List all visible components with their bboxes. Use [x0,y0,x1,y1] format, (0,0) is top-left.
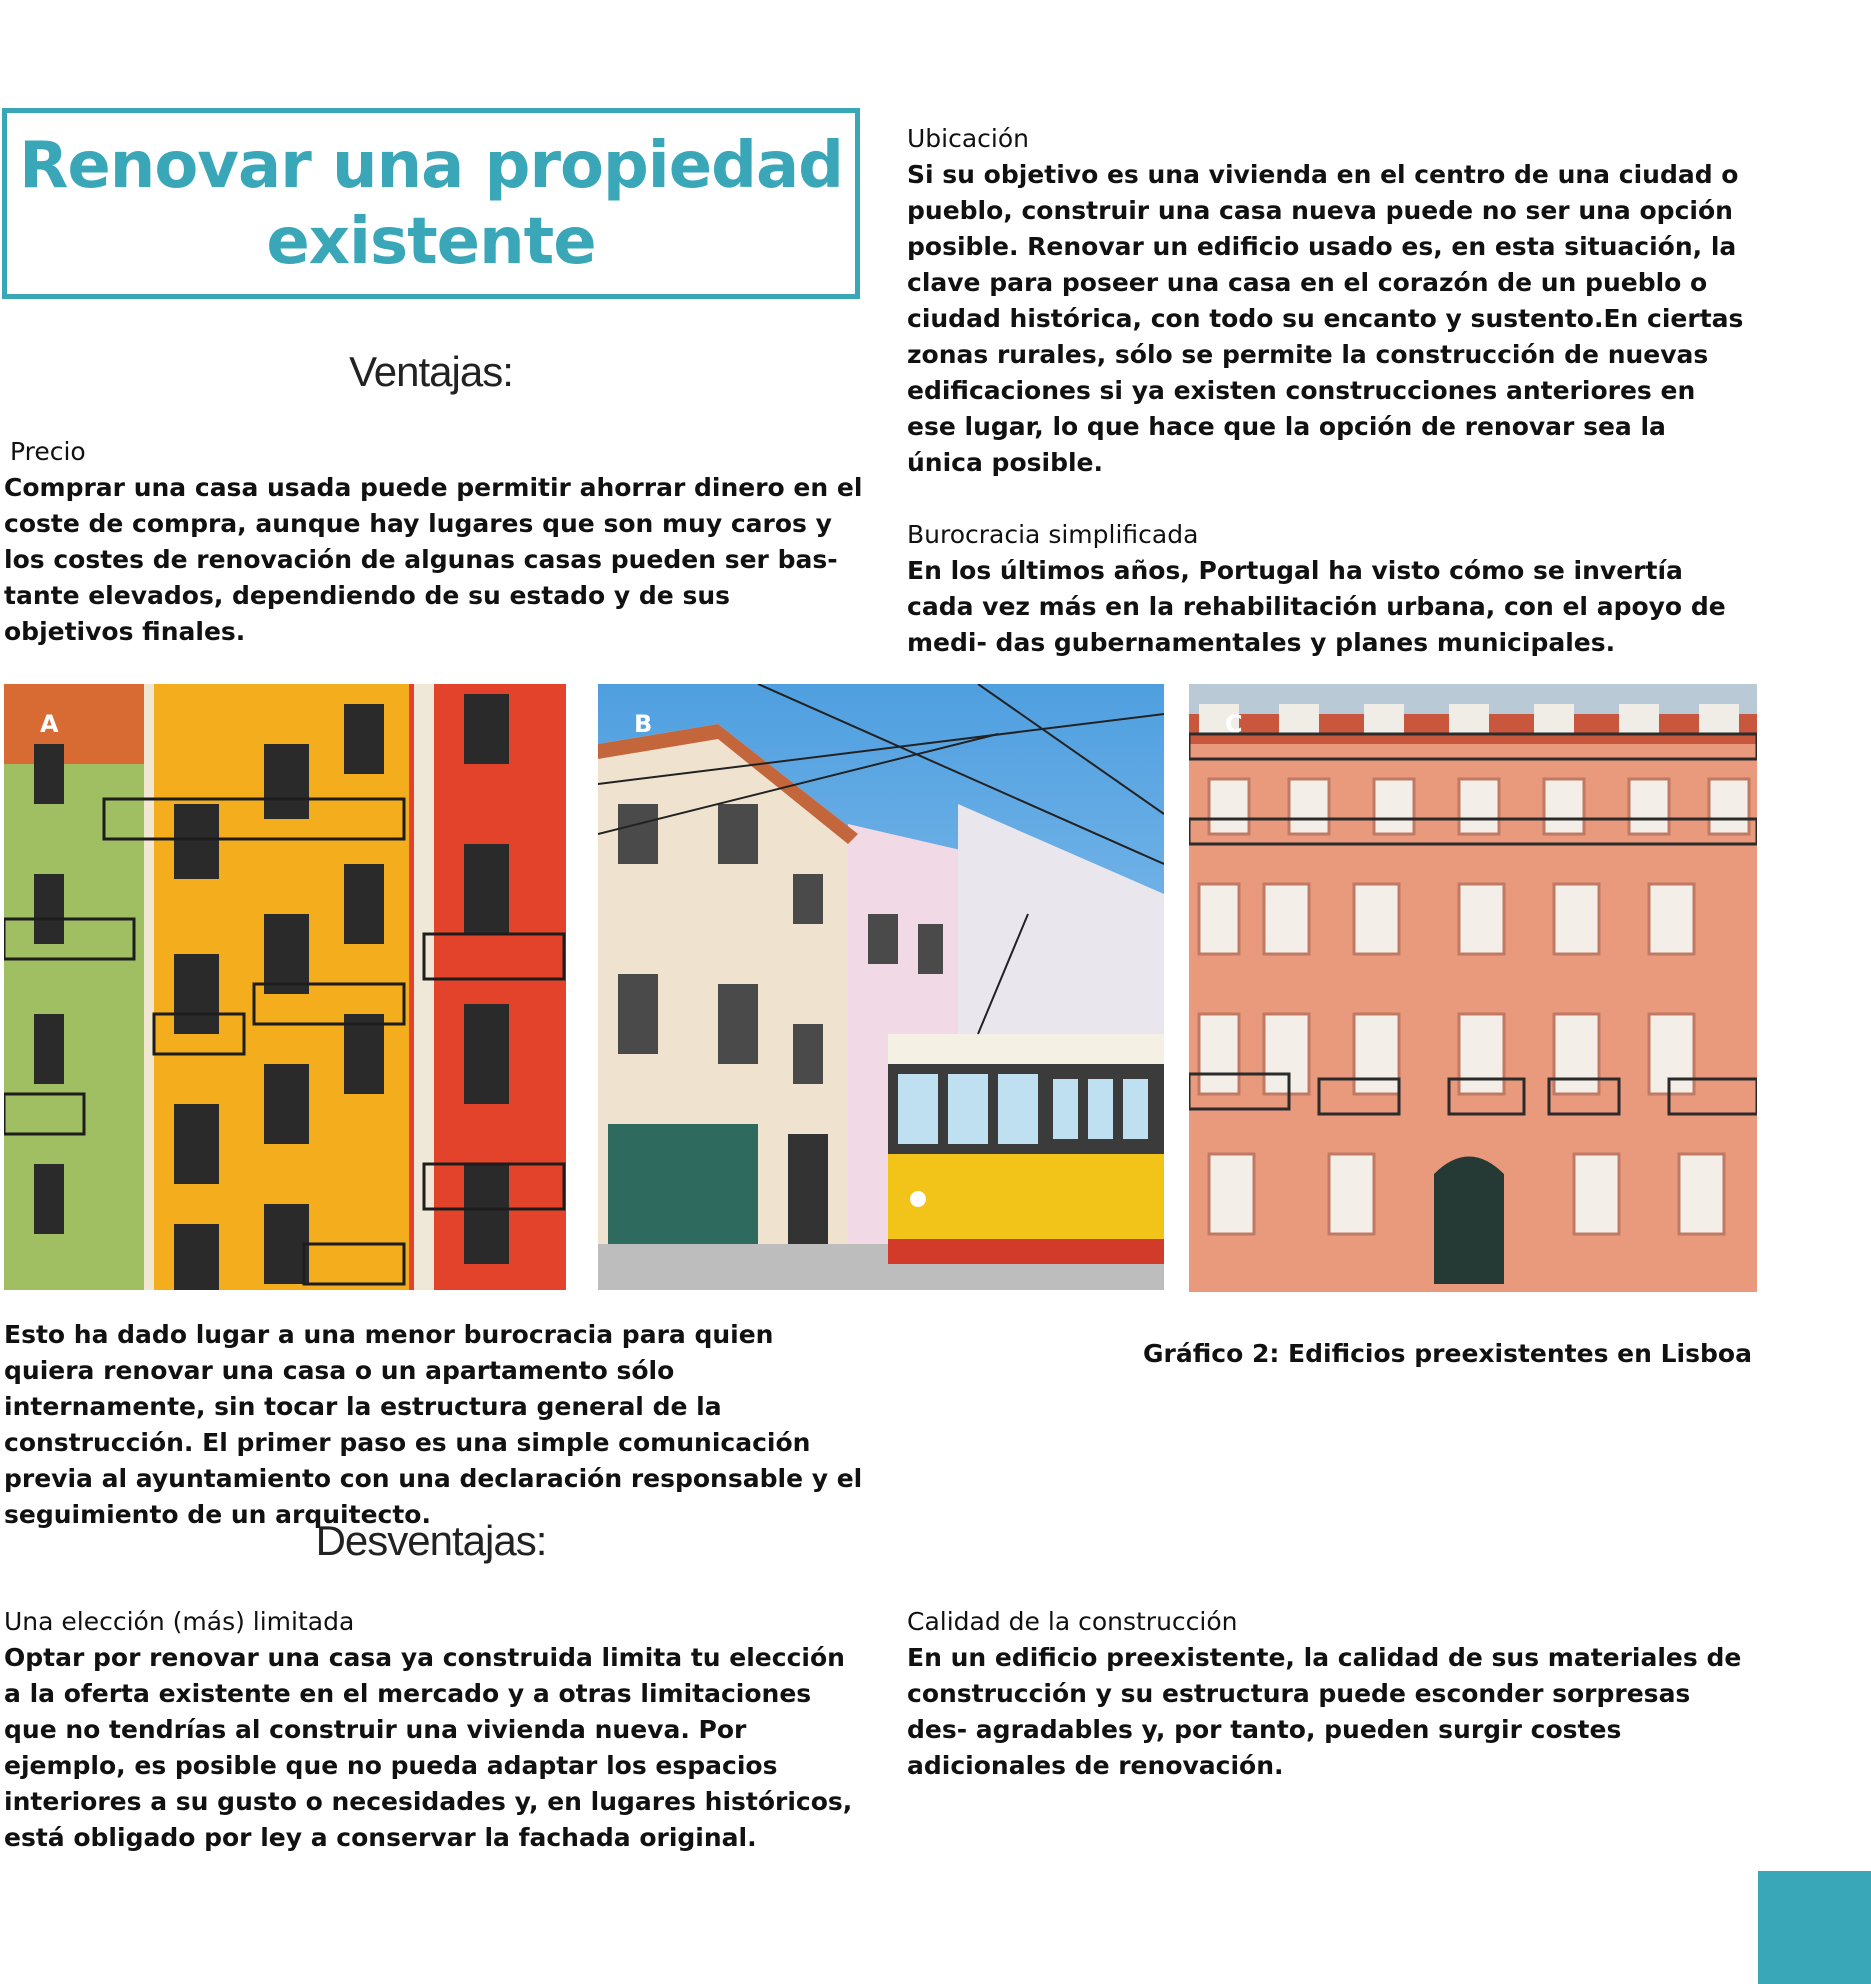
eleccion-text: Optar por renovar una casa ya construida limita tu elección a la oferta existente en el mercado y a otras limitaciones que no tendrías al construir una vivienda nueva. Por ejemplo, es posible que no pueda adaptar los espacios interiores a su gusto o necesidades y, en lugares históricos, está obligado por ley a conservar la fachada original. [4,1643,853,1852]
eleccion-section [4,1604,866,1856]
burocracia-section [907,517,1747,661]
photo-c-image [1189,684,1757,1292]
eleccion-subtitle: Una elección (más) limitada [4,1607,355,1636]
photo-a-label: A [40,710,59,738]
photo-b-image [598,684,1164,1290]
burocracia-subtitle: Burocracia simplificada [907,520,1199,549]
title-box [2,108,860,299]
photo-a-image [4,684,566,1290]
page-title-line-2: existente [266,204,596,279]
photo-c [1189,684,1757,1292]
photo-a [4,684,566,1290]
ubicacion-section [907,121,1747,481]
calidad-subtitle: Calidad de la construcción [907,1607,1238,1636]
photo-caption: Gráfico 2: Edificios preexistentes en Lisboa [1143,1339,1752,1368]
precio-section [4,434,866,650]
photo-b-label: B [634,710,653,738]
precio-text: Comprar una casa usada puede permitir ahorrar dinero en el coste de compra, aunque hay lugares que son muy caros y los costes de renovación de algunas casas pueden ser bas- tante elevados, dependiendo de su estado y de sus objetivos finales. [4,473,863,646]
calidad-section [907,1604,1757,1784]
precio-subtitle: Precio [10,437,86,466]
ubicacion-subtitle: Ubicación [907,124,1030,153]
photo-b [598,684,1164,1290]
corner-accent [1758,1871,1871,1984]
continuation-text: Esto ha dado lugar a una menor burocracia para quien quiera renovar una casa o un apartamento sólo internamente, sin tocar la estructura general de la construcción. El primer paso es una simple comunicación previa al ayuntamiento con una declaración responsable y el seguimiento de un arquitecto. [4,1320,863,1529]
photo-c-label: C [1225,710,1243,738]
ubicacion-text: Si su objetivo es una vivienda en el centro de una ciudad o pueblo, construir una casa nueva puede no ser una opción posible. Renovar un edificio usado es, en esta situación, la clave para poseer una casa en el corazón de un pueblo o ciudad histórica, con todo su encanto y sustento.En ciertas zonas rurales, sólo se permite la construcción de nuevas edificaciones si ya existen construcciones anteriores en ese lugar, lo que hace que la opción de renovar sea la única posible. [907,160,1744,477]
calidad-text: En un edificio preexistente, la calidad de sus materiales de construcción y su estructura puede esconder sorpresas des- agradables y, por tanto, pueden surgir costes adicionales de renovación. [907,1643,1742,1780]
page-title-line-1: Renovar una propiedad [19,128,843,203]
desventajas-heading: Desventajas: [315,1517,547,1564]
burocracia-continuation [4,1317,866,1533]
burocracia-text: En los últimos años, Portugal ha visto cómo se invertía cada vez más en la rehabilitación urbana, con el apoyo de medi- das gubernamentales y planes municipales. [907,556,1726,657]
ventajas-heading: Ventajas: [349,348,513,395]
